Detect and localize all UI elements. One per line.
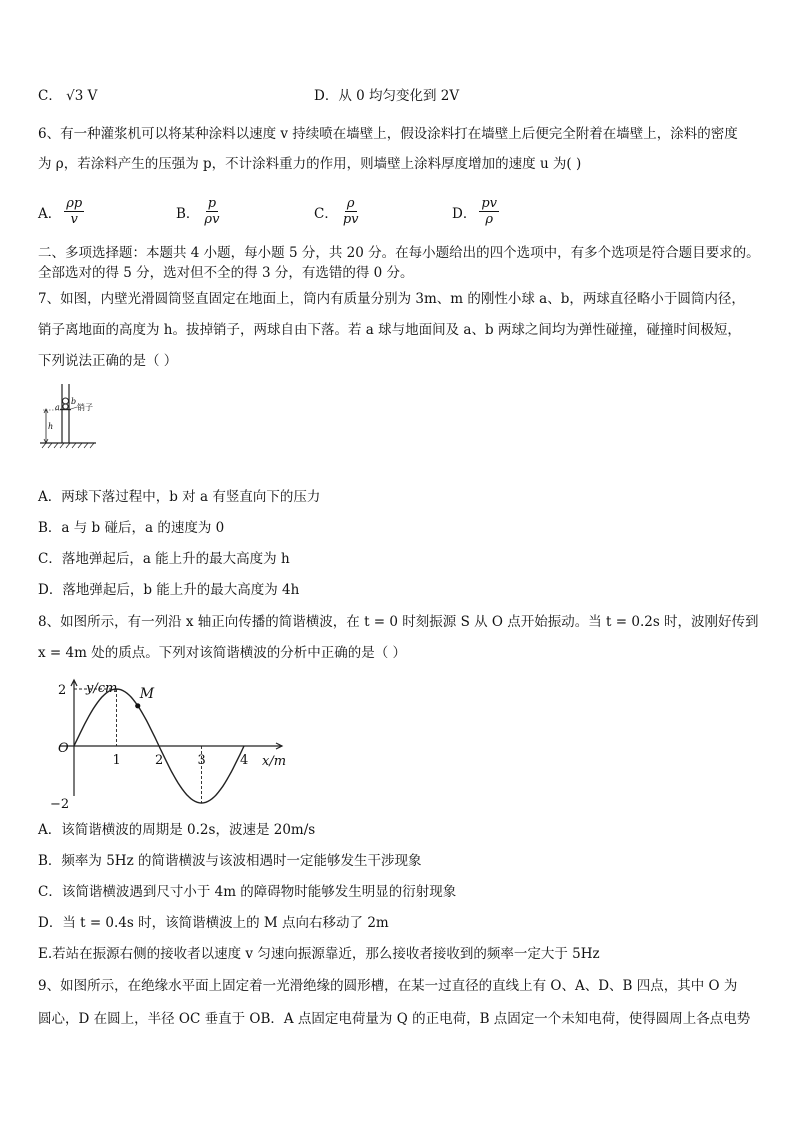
q6-option-d-label: D． <box>452 205 477 222</box>
origin-label: O <box>58 741 69 756</box>
q6-option-b-num: p <box>207 196 217 211</box>
x-tick-label-2: 2 <box>155 753 164 768</box>
x-axis-label: x/m <box>262 754 287 769</box>
section-2-heading-cont: 全部选对的得 5 分，选对但不全的得 3 分，有选错的得 0 分。 <box>38 265 414 281</box>
q7-option-a: A．两球下落过程中，b 对 a 有竖直向下的压力 <box>38 489 321 505</box>
q8-option-c: C．该简谐横波遇到尺寸小于 4m 的障碍物时能够发生明显的衍射现象 <box>38 884 457 900</box>
q6-line-1: 6、有一种灌浆机可以将某种涂料以速度 v 持续喷在墙壁上，假设涂料打在墙壁上后便完全附着在墙壁上，涂料的密度 <box>38 126 738 142</box>
q6-option-d-den: ρ <box>485 212 493 227</box>
label-pin: 销子 <box>77 403 93 412</box>
y-tick-label-neg: −2 <box>50 797 70 812</box>
q5-option-d: D．从 0 均匀变化到 2V <box>314 88 460 104</box>
q6-option-d <box>452 196 502 227</box>
q6-option-c <box>314 196 364 227</box>
q8-wave-chart <box>50 674 290 812</box>
q6-option-b-den: ρv <box>204 212 220 227</box>
q5-option-c <box>38 86 97 106</box>
y-axis-label: y/cm <box>86 681 118 696</box>
q7-line-3: 下列说法正确的是（ ） <box>38 353 178 369</box>
x-tick-label-3: 3 <box>197 753 206 768</box>
section-2-heading: 二、多项选择题：本题共 4 小题，每小题 5 分，共 20 分。在每小题给出的四个选项中，有多个选项是符合题目要求的。 <box>38 245 760 261</box>
q6-option-d-fraction <box>479 196 499 227</box>
q8-option-e: E.若站在振源右侧的接收者以速度 v 匀速向振源靠近，那么接收者接收到的频率一定大于 5Hz <box>38 946 600 962</box>
label-h: h <box>48 422 54 431</box>
q7-option-c: C．落地弹起后，a 能上升的最大高度为 h <box>38 551 290 567</box>
y-tick-label-pos: 2 <box>58 683 67 698</box>
q6-option-a-num: ρp <box>66 196 83 211</box>
q9-line-1: 9、如图所示，在绝缘水平面上固定着一光滑绝缘的圆形槽，在某一过直径的直线上有 O、A、D、B 四点，其中 O 为 <box>38 978 738 994</box>
q8-line-2: x = 4m 处的质点。下列对该简谐横波的分析中正确的是（ ） <box>38 645 406 661</box>
ball-a <box>63 398 69 404</box>
q8-option-a: A．该简谐横波的周期是 0.2s，波速是 20m/s <box>38 822 316 838</box>
q7-option-b: B．a 与 b 碰后，a 的速度为 0 <box>38 520 225 536</box>
q6-line-2: 为 ρ，若涂料产生的压强为 p，不计涂料重力的作用，则墙壁上涂料厚度增加的速度 u 为( ) <box>38 156 582 172</box>
q6-option-a <box>38 196 87 227</box>
x-tick-label-1: 1 <box>112 753 121 768</box>
label-a: a <box>55 403 60 412</box>
q8-option-b: B．频率为 5Hz 的简谐横波与该波相遇时一定能够发生干涉现象 <box>38 853 422 869</box>
x-tick-label-4: 4 <box>240 753 249 768</box>
q9-line-2: 圆心，D 在圆上，半径 OC 垂直于 OB．A 点固定电荷量为 Q 的正电荷，B 点固定一个未知电荷，使得圆周上各点电势 <box>38 1011 751 1027</box>
ball-b <box>63 404 68 409</box>
q7-line-2: 销子离地面的高度为 h。拔掉销子，两球自由下落。若 a 球与地面间及 a、b 两球之间均为弹性碰撞，碰撞时间极短， <box>38 322 741 338</box>
point-m <box>135 703 140 708</box>
q8-line-1: 8、如图所示，有一列沿 x 轴正向传播的简谐横波，在 t = 0 时刻振源 S 从 O 点开始振动。当 t = 0.2s 时，波刚好传到 <box>38 614 759 630</box>
q6-option-c-fraction <box>341 196 361 227</box>
q8-option-d: D．当 t = 0.4s 时，该简谐横波上的 M 点向右移动了 2m <box>38 915 389 931</box>
q7-option-d: D．落地弹起后，b 能上升的最大高度为 4h <box>38 582 300 598</box>
point-m-label: M <box>139 685 155 702</box>
q7-line-1: 7、如图，内壁光滑圆筒竖直固定在地面上，筒内有质量分别为 3m、m 的刚性小球 a、b，两球直径略小于圆筒内径， <box>38 291 745 307</box>
q6-option-b <box>176 196 224 227</box>
q6-option-b-fraction <box>202 196 221 227</box>
label-b: b <box>71 397 77 406</box>
ground-hatch <box>42 443 94 448</box>
q7-figure <box>38 382 100 450</box>
q6-option-a-den: v <box>70 212 78 227</box>
q6-option-d-num: pv <box>481 196 497 211</box>
q6-option-a-label: A． <box>38 205 62 222</box>
q6-option-b-label: B． <box>176 205 200 222</box>
q6-option-c-den: pv <box>342 212 359 227</box>
q6-option-c-num: ρ <box>346 196 355 211</box>
q5-option-c-label: C． <box>38 88 62 104</box>
q6-option-a-fraction <box>64 196 84 227</box>
q5-option-c-value: √3 V <box>66 88 98 104</box>
q6-option-c-label: C． <box>314 205 338 222</box>
